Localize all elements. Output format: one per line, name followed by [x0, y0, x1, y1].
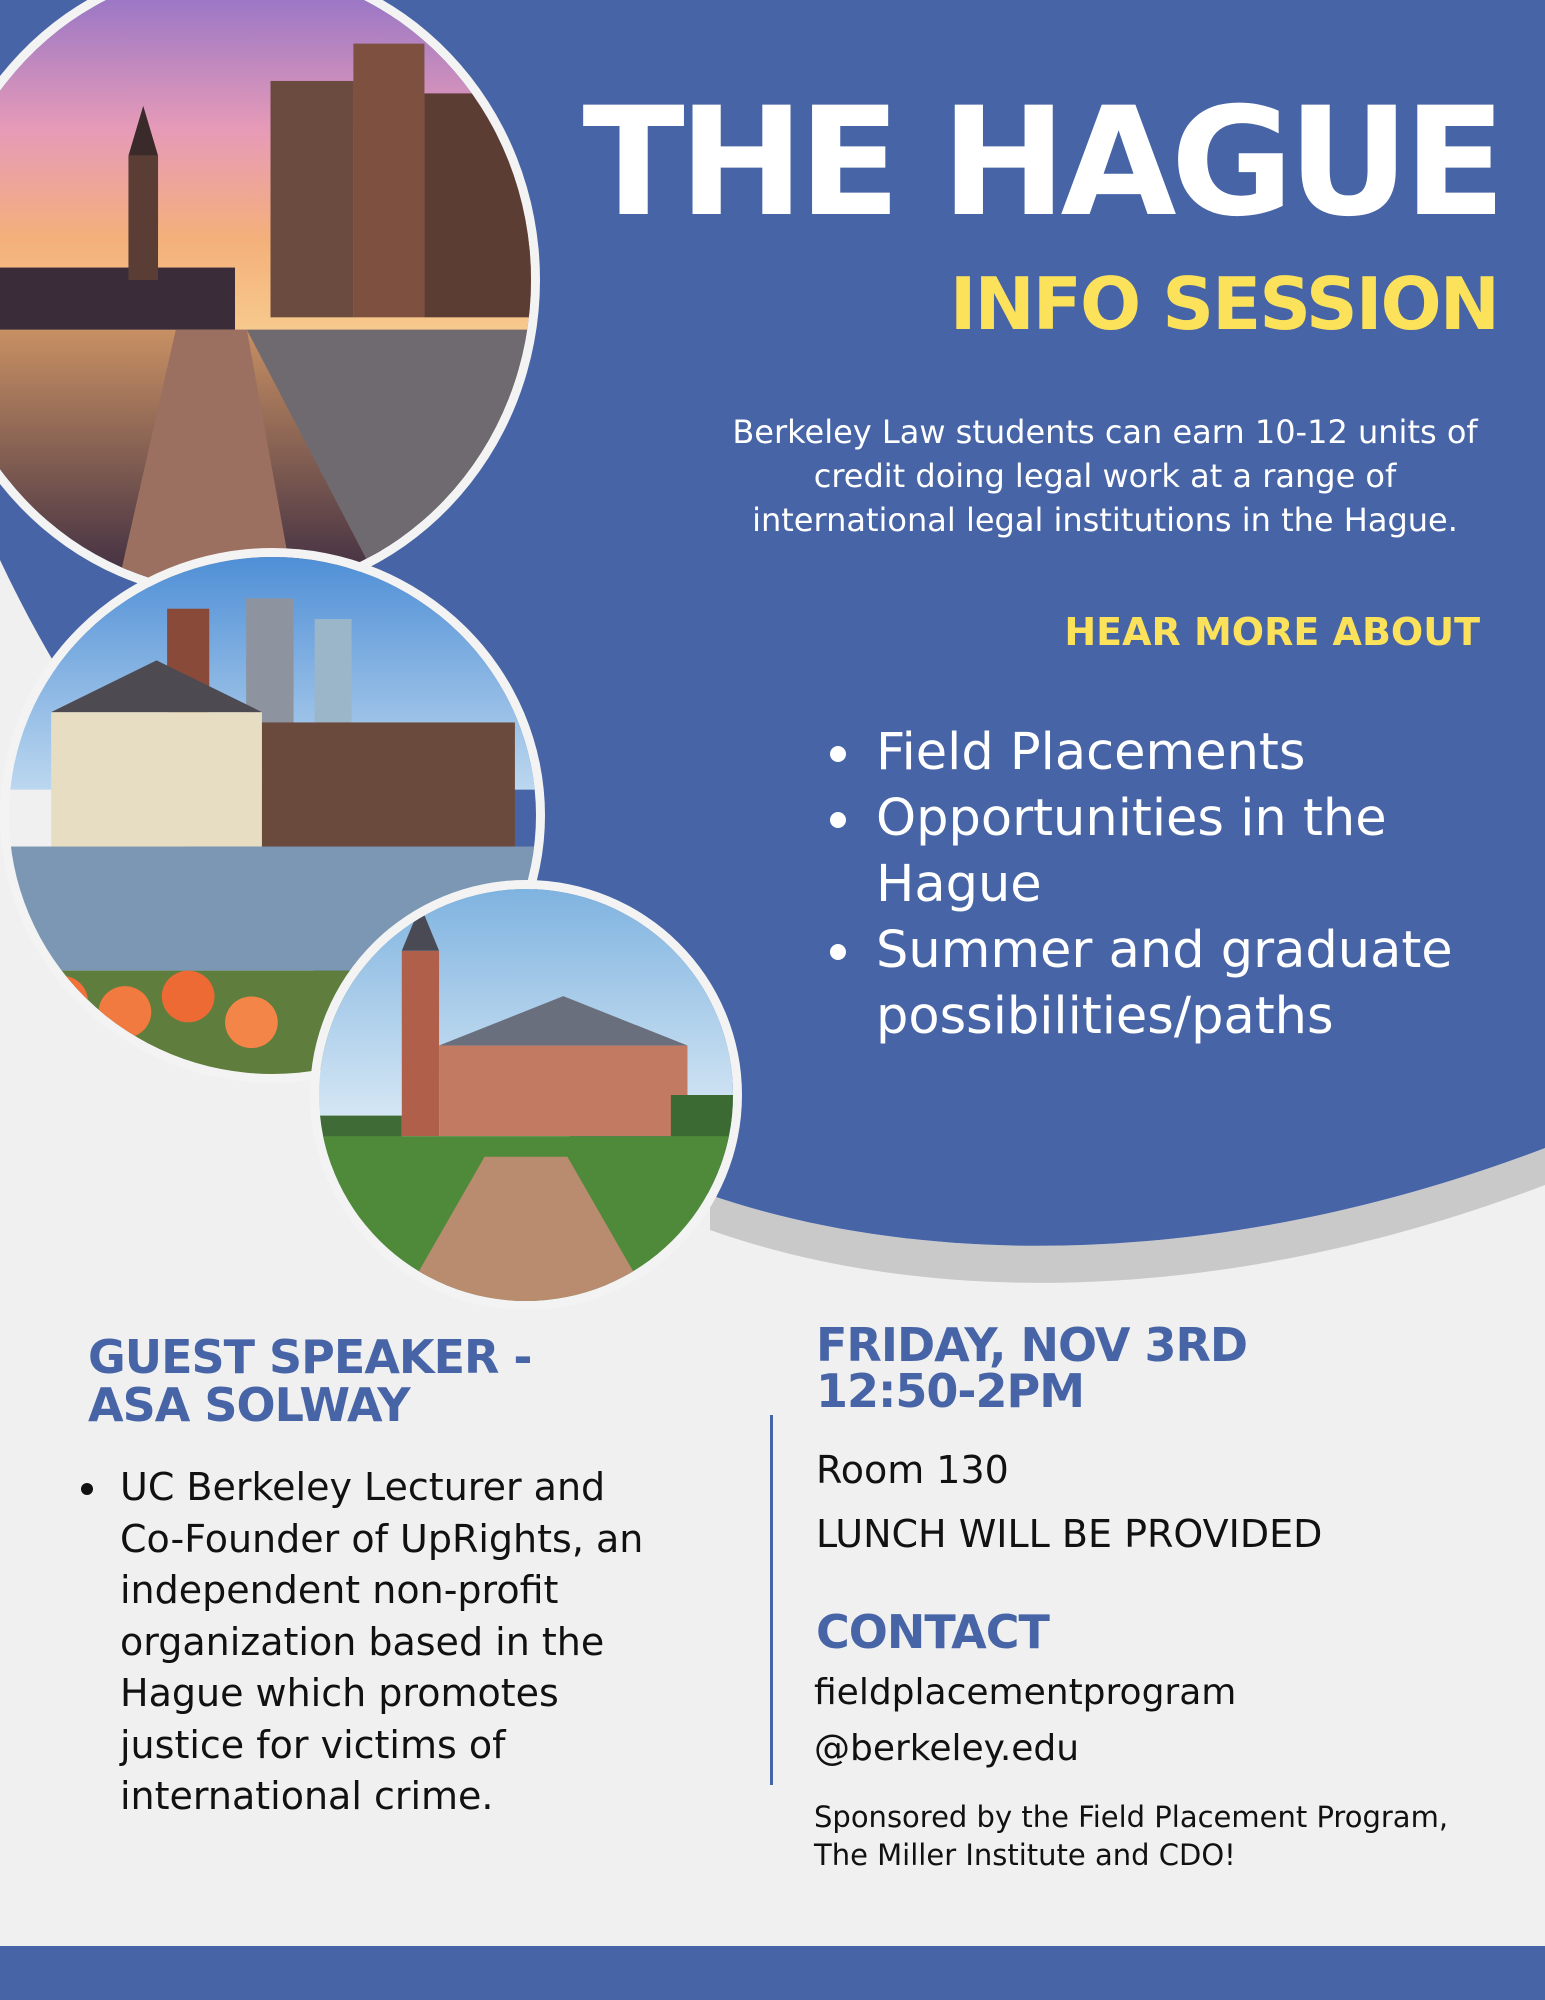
sponsor-line: The Miller Institute and CDO! — [814, 1838, 1236, 1872]
footer-band — [0, 1946, 1545, 2000]
intro-text — [700, 410, 1510, 542]
topics-list — [820, 720, 1520, 1050]
intro-line: credit doing legal work at a range of — [813, 457, 1397, 495]
intro-line: Berkeley Law students can earn 10-12 units of — [732, 413, 1478, 451]
event-date: FRIDAY, NOV 3RD — [816, 1318, 1248, 1372]
speaker-bio-list — [76, 1462, 656, 1823]
topic-item: Field Placements — [820, 720, 1520, 786]
event-lunch: LUNCH WILL BE PROVIDED — [816, 1512, 1323, 1556]
speaker-bio: UC Berkeley Lecturer and Co-Founder of UpRights, an independent non-profit organization based in the Hague which promotes justice for victims of international crime. — [76, 1462, 656, 1823]
topic-item: Summer and graduate possibilities/paths — [820, 918, 1520, 1050]
topic-item: Opportunities in the Hague — [820, 786, 1520, 918]
speaker-heading — [88, 1330, 648, 1432]
event-room: Room 130 — [816, 1448, 1009, 1492]
event-datetime — [816, 1318, 1516, 1418]
sponsor-text — [814, 1798, 1514, 1874]
column-divider — [770, 1415, 773, 1785]
page-subtitle: INFO SESSION — [949, 262, 1498, 346]
speaker-name: ASA SOLWAY — [88, 1378, 410, 1432]
speaker-heading-line: GUEST SPEAKER - — [88, 1330, 532, 1384]
contact-heading: CONTACT — [816, 1605, 1049, 1659]
page-title: THE HAGUE — [582, 76, 1500, 250]
sponsor-line: Sponsored by the Field Placement Program, — [814, 1800, 1449, 1834]
event-time: 12:50-2PM — [816, 1364, 1085, 1418]
intro-line: international legal institutions in the Hague. — [752, 501, 1458, 539]
contact-email-line1[interactable]: fieldplacementprogram — [814, 1672, 1237, 1713]
contact-email-line2[interactable]: @berkeley.edu — [814, 1728, 1080, 1769]
photo-peace-palace — [310, 880, 742, 1310]
hear-more-heading: HEAR MORE ABOUT — [1064, 610, 1480, 654]
